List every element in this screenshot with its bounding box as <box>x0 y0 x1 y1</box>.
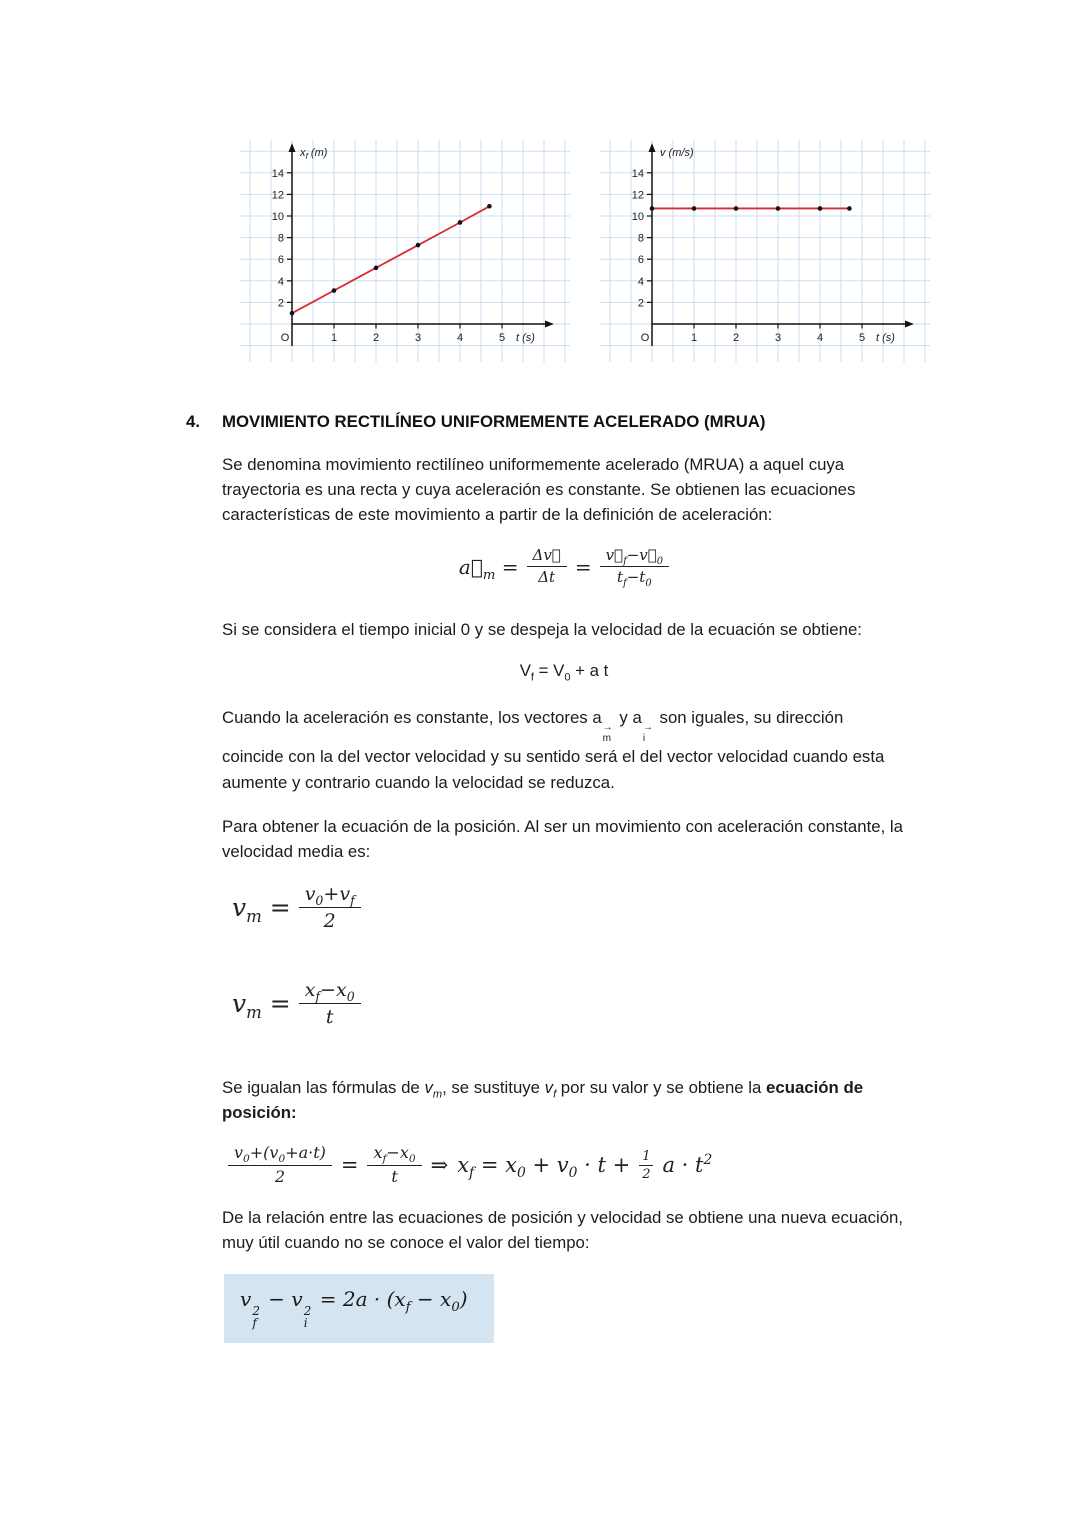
svg-text:t (s): t (s) <box>516 332 535 344</box>
svg-text:4: 4 <box>277 275 284 288</box>
svg-text:4: 4 <box>816 332 824 344</box>
fraction <box>228 1144 332 1187</box>
math-term: $v_m$ = <box>232 989 291 1023</box>
fraction <box>299 979 361 1029</box>
fraction-denominator: $t_f-t_0$ <box>617 568 652 590</box>
svg-text:14: 14 <box>271 167 284 180</box>
svg-text:1: 1 <box>330 332 338 344</box>
fraction-numerator: $v⃗_f-v⃗_0$ <box>600 547 669 568</box>
fraction-numerator: $v_0+v_f$ <box>299 883 361 908</box>
highlighted-equation-wrap <box>224 1274 906 1343</box>
svg-text:2: 2 <box>372 332 380 344</box>
fraction-one-half <box>639 1149 653 1183</box>
svg-text:14: 14 <box>631 167 644 180</box>
svg-text:2: 2 <box>637 297 644 310</box>
mean-velocity-equation-2 <box>232 979 906 1029</box>
paragraph-igualan: Se igualan las fórmulas de $v_m$, se sustituye $v_f$ por su valor y se obtiene la ecuación de posición: <box>222 1077 864 1122</box>
fraction-numerator: $x_f-x_0$ <box>299 979 361 1004</box>
svg-text:3: 3 <box>774 332 782 344</box>
section-title: MOVIMIENTO RECTILÍNEO UNIFORMEMENTE ACELERADO (MRUA) <box>222 412 766 431</box>
fraction-denominator: 2 <box>274 1166 286 1186</box>
fraction-numerator: $v_0+(v_0+a\cdot t)$ <box>228 1144 332 1166</box>
document-content <box>186 412 906 1343</box>
svg-text:O: O <box>640 332 650 344</box>
fraction <box>299 883 361 933</box>
svg-text:1: 1 <box>690 332 698 344</box>
svg-text:6: 6 <box>637 254 644 267</box>
velocity-time-chart <box>600 140 930 362</box>
fraction <box>527 547 567 587</box>
svg-text:4: 4 <box>637 275 644 288</box>
fraction-numerator: $x_f-x_0$ <box>367 1144 421 1166</box>
fraction-numerator: Δv⃗ <box>527 547 567 568</box>
math-term: $x_f = x_0 + v_0 \cdot t$ + <box>457 1153 631 1182</box>
position-time-chart <box>240 140 570 362</box>
math-term: $a \cdot t^2$ <box>662 1152 713 1178</box>
fraction-denominator: 2 <box>642 1166 651 1182</box>
svg-text:2: 2 <box>732 332 740 344</box>
paragraph-definicion: Se denomina movimiento rectilíneo uniformemente acelerado (MRUA) a aquel cuya trayectoria es una recta y cuya aceleración es constante. Se obtienen las ecuaciones características de este movimiento a partir de la definición de aceleración: <box>222 455 856 525</box>
svg-text:O: O <box>280 332 290 344</box>
math-term: $V_f = V_0 + a$ t <box>519 661 609 684</box>
paragraph-posicion-intro: Para obtener la ecuación de la posición. Al ser un movimiento con aceleración constante, la velocidad media es: <box>222 816 903 861</box>
svg-text:4: 4 <box>456 332 464 344</box>
charts-row <box>240 0 1080 362</box>
mean-velocity-equation-1 <box>232 883 906 933</box>
fraction-denominator: t <box>391 1166 398 1186</box>
time-independent-equation: v 2 f − v 2 i = $2a \cdot (x_f - x_0)$ <box>224 1274 494 1343</box>
section-number: 4. <box>186 412 200 431</box>
svg-text:v (m/s): v (m/s) <box>660 147 694 159</box>
fraction-denominator: t <box>325 1006 334 1029</box>
fraction-denominator: 2 <box>323 910 336 933</box>
fraction <box>600 545 669 590</box>
svg-text:8: 8 <box>637 232 644 245</box>
equals-sign: = <box>574 554 592 579</box>
svg-text:2: 2 <box>277 297 284 310</box>
velocity-equation <box>222 661 906 684</box>
svg-text:5: 5 <box>498 332 506 344</box>
paragraph-relacion: De la relación entre las ecuaciones de posición y velocidad se obtiene una nueva ecuación, muy útil cuando no se conoce el valor del tiempo: <box>222 1207 904 1253</box>
svg-text:xf (m): $x_f$ (m) <box>300 147 328 161</box>
svg-text:t (s): t (s) <box>876 332 895 344</box>
position-equation <box>228 1144 906 1187</box>
math-term: $a⃗_m$ = <box>458 554 519 583</box>
paragraph-vectores: Cuando la aceleración es constante, los vectores a → m y a → i son iguales, su dirección coincide con la del vector velocidad y su sentido será el del vector velocidad cuando esta aumente y contrario cuando la velocidad se reduzca. <box>222 708 885 792</box>
svg-text:3: 3 <box>414 332 422 344</box>
svg-text:10: 10 <box>631 211 644 223</box>
svg-text:5: 5 <box>858 332 866 344</box>
fraction-denominator: Δt <box>538 568 556 587</box>
math-term: $v_m$ = <box>232 893 291 927</box>
paragraph-despeje: Si se considera el tiempo inicial 0 y se despeja la velocidad de la ecuación se obtiene: <box>222 619 862 639</box>
acceleration-equation <box>222 545 906 590</box>
implies-arrow: ⇒ <box>430 1153 449 1178</box>
svg-text:6: 6 <box>277 254 284 267</box>
fraction-numerator: 1 <box>639 1149 653 1166</box>
svg-text:10: 10 <box>271 211 284 223</box>
fraction <box>367 1144 421 1187</box>
svg-text:12: 12 <box>631 189 644 202</box>
equals-sign: = <box>340 1153 359 1178</box>
section-heading <box>186 412 906 432</box>
svg-text:8: 8 <box>277 232 284 245</box>
svg-text:12: 12 <box>271 189 284 202</box>
